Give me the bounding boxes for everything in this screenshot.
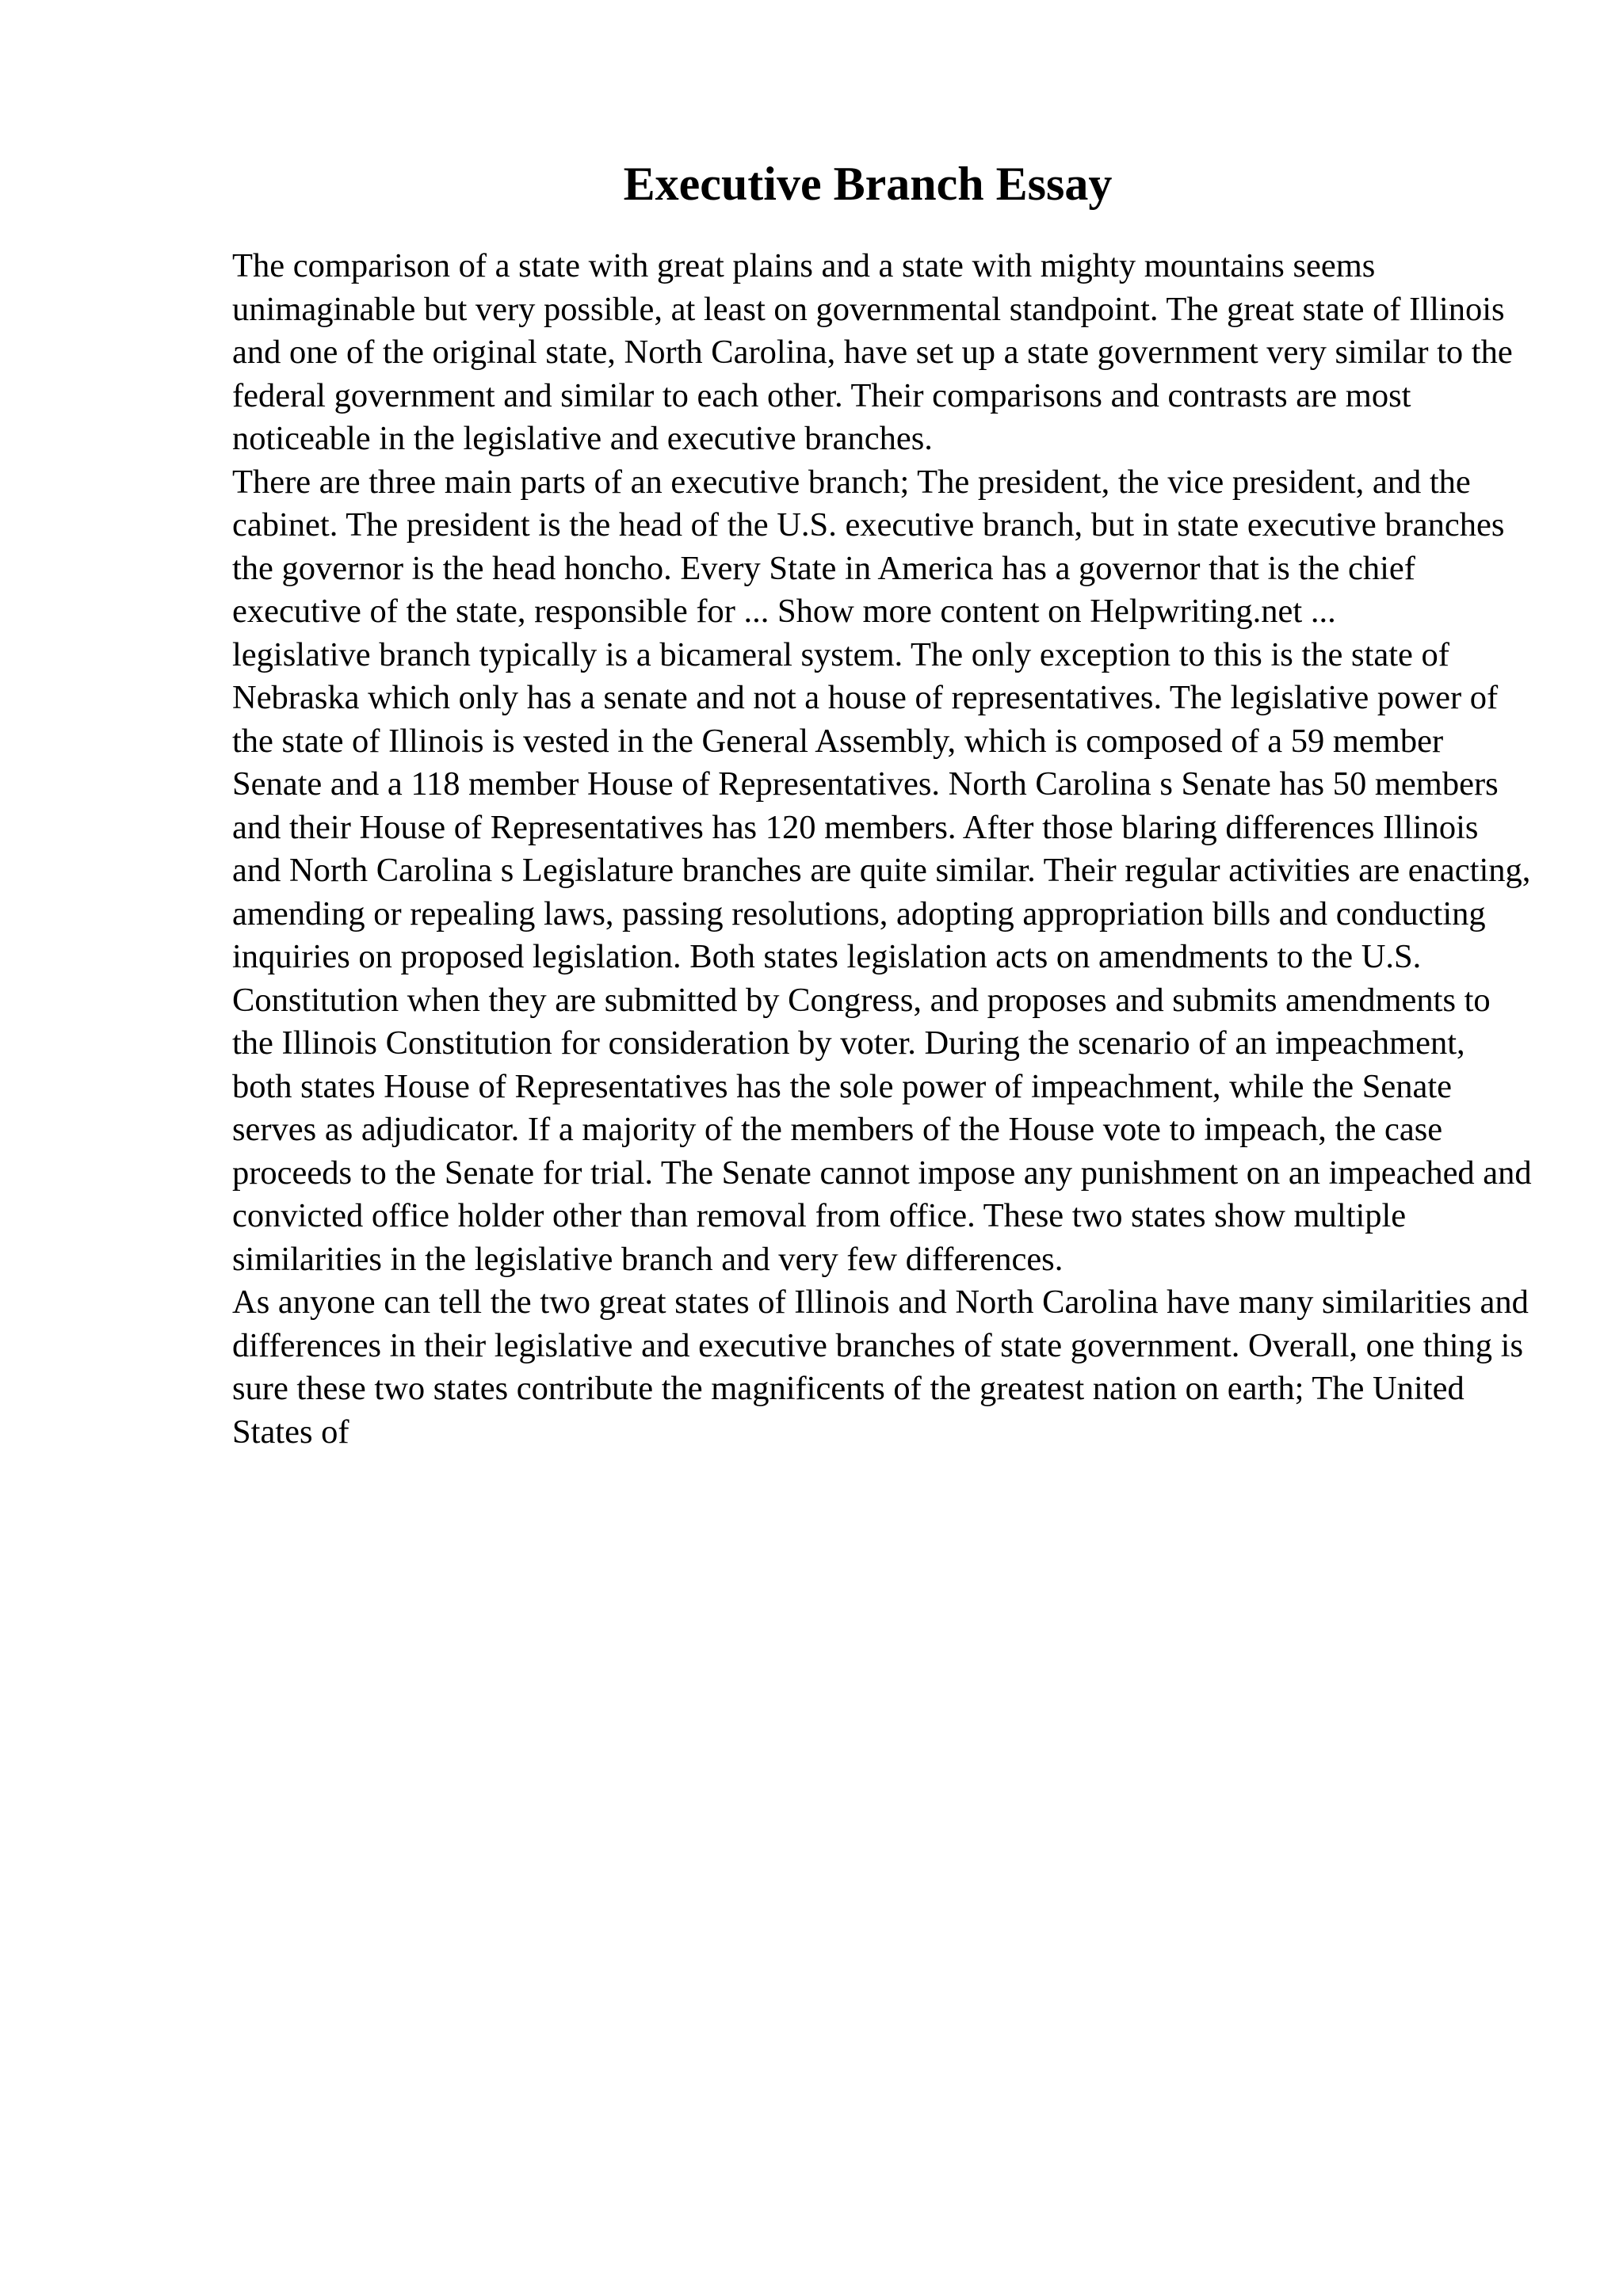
paragraph-intro: The comparison of a state with great plains and a state with mighty mountains seems unimaginable but very possible, at least on governmental standpoint. The great state of Illinois and one of the original state, North Carolina, have set up a state government very similar to the federal government and similar to each other. Their comparisons and contrasts are most noticeable in the legislative and executive branches. — [232, 247, 1513, 457]
paragraph-conclusion: As anyone can tell the two great states of Illinois and North Carolina have many similarities and differences in their legislative and executive branches of state government. Overall, one thing is sure these two states contribute the magnificents of the greatest nation on earth; The United States of — [232, 1283, 1529, 1451]
paragraph-executive-branch: There are three main parts of an executive branch; The president, the vice president, and the cabinet. The president is the head of the U.S. executive branch, but in state executive branches the governor is the head honcho. Every State in America has a governor that is the chief executive of the state, responsible for ... Show more content on Helpwriting.net ... — [232, 463, 1505, 630]
paragraph-legislative-branch: legislative branch typically is a bicameral system. The only exception to this is the state of Nebraska which only has a senate and not a house of representatives. The legislative power of the state of Illinois is vested in the General Assembly, which is composed of a 59 member Senate and a 118 member House of Representatives. North Carolina s Senate has 50 members and their House of Representatives has 120 members. After those blaring differences Illinois and North Carolina s Legislature branches are quite similar. Their regular activities are enacting, amending or repealing laws, passing resolutions, adopting appropriation bills and conducting inquiries on proposed legislation. Both states legislation acts on amendments to the U.S. Constitution when they are submitted by Congress, and proposes and submits amendments to the Illinois Constitution for consideration by voter. During the scenario of an impeachment, both states House of Representatives has the sole power of impeachment, while the Senate serves as adjudicator. If a majority of the members of the House vote to impeach, the case proceeds to the Senate for trial. The Senate cannot impose any punishment on an impeached and convicted office holder other than removal from office. These two states show multiple similarities in the legislative branch and very few differences. — [232, 635, 1532, 1278]
document-body — [232, 245, 1532, 1454]
document-title: Executive Branch Essay — [623, 158, 1113, 210]
